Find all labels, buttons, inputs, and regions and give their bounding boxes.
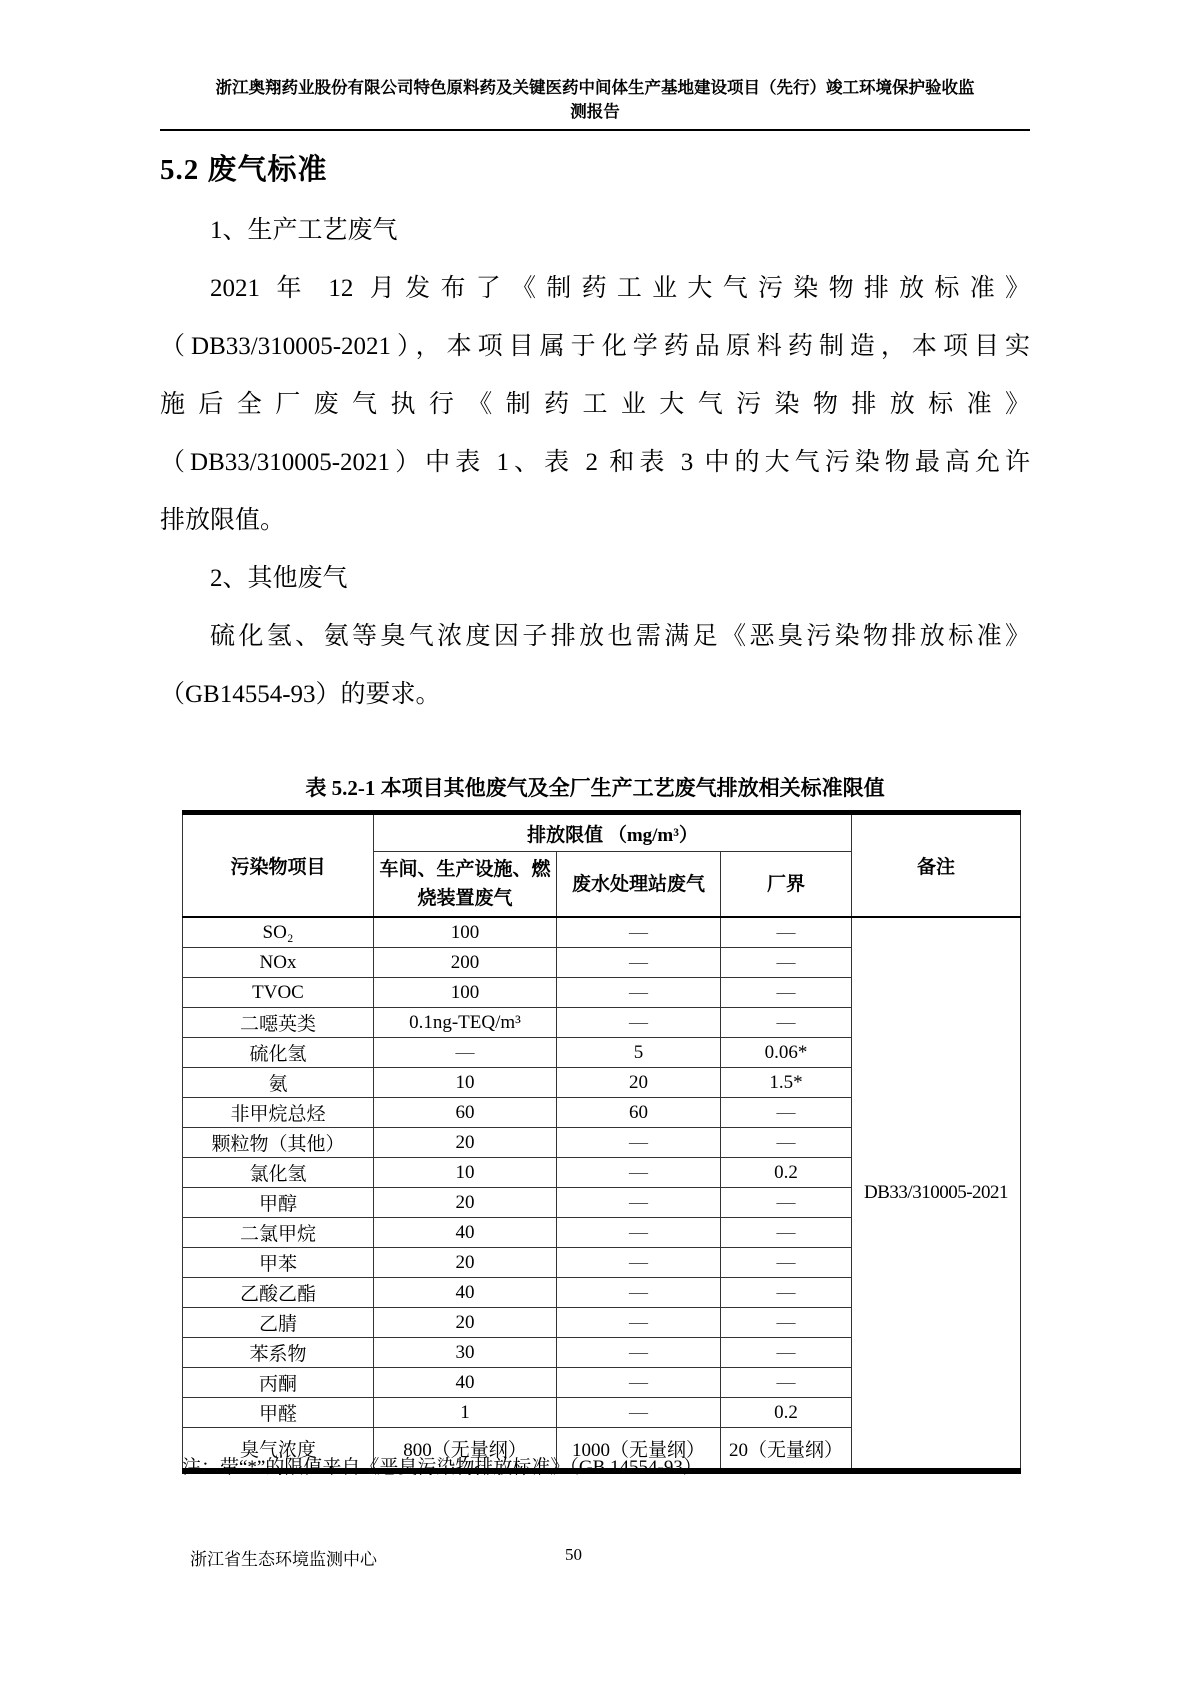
workshop-limit: 40 bbox=[374, 1278, 557, 1308]
workshop-limit: 200 bbox=[374, 948, 557, 978]
pollutant-name: 硫化氢 bbox=[183, 1038, 374, 1068]
workshop-limit: 1 bbox=[374, 1398, 557, 1428]
pollutant-name: 甲醇 bbox=[183, 1188, 374, 1218]
wastewater-limit: — bbox=[557, 1158, 721, 1188]
wastewater-limit: — bbox=[557, 1248, 721, 1278]
paragraph-line: 1、生产工艺废气 bbox=[210, 217, 398, 244]
pollutant-name: 苯系物 bbox=[183, 1338, 374, 1368]
pollutant-name: 氨 bbox=[183, 1068, 374, 1098]
wastewater-limit: — bbox=[557, 978, 721, 1008]
page-number: 50 bbox=[565, 1545, 582, 1564]
workshop-limit: 20 bbox=[374, 1128, 557, 1158]
workshop-limit: 100 bbox=[374, 978, 557, 1008]
paragraph-line: （DB33/310005-2021）中表 1、表 2 和表 3 中的大气污染物最高允许 bbox=[160, 449, 1030, 476]
boundary-limit: 1.5* bbox=[721, 1068, 852, 1098]
workshop-limit: 0.1ng-TEQ/m³ bbox=[374, 1008, 557, 1038]
wastewater-limit: — bbox=[557, 948, 721, 978]
wastewater-limit: — bbox=[557, 1218, 721, 1248]
wastewater-limit: 5 bbox=[557, 1038, 721, 1068]
boundary-limit: — bbox=[721, 1248, 852, 1278]
workshop-limit: 100 bbox=[374, 917, 557, 948]
boundary-limit: — bbox=[721, 978, 852, 1008]
boundary-limit: 0.06* bbox=[721, 1038, 852, 1068]
section-heading: 5.2 废气标准 bbox=[160, 154, 328, 186]
wastewater-limit: — bbox=[557, 1278, 721, 1308]
paragraph-line: 硫化氢、氨等臭气浓度因子排放也需满足《恶臭污染物排放标准》 bbox=[210, 623, 1030, 650]
wastewater-column-header: 废水处理站废气 bbox=[557, 852, 721, 918]
wastewater-limit: — bbox=[557, 1128, 721, 1158]
pollutant-name: 二噁英类 bbox=[183, 1008, 374, 1038]
paragraph-line: 施后全厂废气执行《制药工业大气污染物排放标准》 bbox=[160, 391, 1030, 418]
wastewater-limit: — bbox=[557, 1338, 721, 1368]
boundary-limit: — bbox=[721, 1128, 852, 1158]
pollutant-name: 乙酸乙酯 bbox=[183, 1278, 374, 1308]
workshop-limit: 800（无量纲） bbox=[374, 1428, 557, 1472]
table-note: 注：带“*”的限值来自《恶臭污染物排放标准》（GB 14554-93） bbox=[182, 1457, 702, 1478]
pollutant-name: TVOC bbox=[183, 978, 374, 1008]
workshop-limit: 10 bbox=[374, 1068, 557, 1098]
header-title-line1: 浙江奥翔药业股份有限公司特色原料药及关键医药中间体生产基地建设项目（先行）竣工环境保护验收监 bbox=[215, 78, 975, 97]
limits-table bbox=[182, 810, 1021, 1474]
wastewater-limit: — bbox=[557, 1398, 721, 1428]
paragraph-line: （DB33/310005-2021），本项目属于化学药品原料药制造，本项目实 bbox=[160, 333, 1030, 360]
table-title: 表 5.2-1 本项目其他废气及全厂生产工艺废气排放相关标准限值 bbox=[305, 776, 885, 800]
pollutant-name: 甲苯 bbox=[183, 1248, 374, 1278]
pollutant-name: 乙腈 bbox=[183, 1308, 374, 1338]
pollutant-name: NOx bbox=[183, 948, 374, 978]
emission-limit-group-header: 排放限值 （mg/m³） bbox=[374, 813, 852, 852]
wastewater-limit: — bbox=[557, 917, 721, 948]
boundary-limit: — bbox=[721, 1278, 852, 1308]
wastewater-limit: — bbox=[557, 1368, 721, 1398]
pollutant-name: SO₂ bbox=[183, 917, 374, 948]
boundary-limit: — bbox=[721, 1188, 852, 1218]
pollutant-name: 氯化氢 bbox=[183, 1158, 374, 1188]
pollutant-name: 甲醛 bbox=[183, 1398, 374, 1428]
limits-table-body bbox=[183, 917, 1021, 1471]
workshop-limit: 40 bbox=[374, 1368, 557, 1398]
boundary-limit: — bbox=[721, 948, 852, 978]
workshop-limit: 60 bbox=[374, 1098, 557, 1128]
workshop-limit: 10 bbox=[374, 1158, 557, 1188]
table-row bbox=[183, 917, 1021, 948]
body-paragraphs bbox=[160, 202, 1030, 724]
paragraph-line: （GB14554-93）的要求。 bbox=[160, 681, 441, 708]
pollutant-name: 颗粒物（其他） bbox=[183, 1128, 374, 1158]
boundary-limit: — bbox=[721, 1338, 852, 1368]
workshop-limit: 20 bbox=[374, 1248, 557, 1278]
workshop-limit: 30 bbox=[374, 1338, 557, 1368]
remark-value: DB33/310005-2021 bbox=[852, 917, 1021, 1471]
boundary-limit: 0.2 bbox=[721, 1398, 852, 1428]
boundary-limit: — bbox=[721, 1368, 852, 1398]
wastewater-limit: 1000（无量纲） bbox=[557, 1428, 721, 1472]
boundary-limit: 0.2 bbox=[721, 1158, 852, 1188]
boundary-limit: — bbox=[721, 1098, 852, 1128]
boundary-limit: — bbox=[721, 917, 852, 948]
table-header-row-1 bbox=[183, 813, 1021, 852]
pollutant-name: 非甲烷总烃 bbox=[183, 1098, 374, 1128]
limits-table-wrap bbox=[160, 810, 1030, 1474]
header-title-line2: 测报告 bbox=[570, 102, 620, 121]
footer-org: 浙江省生态环境监测中心 bbox=[190, 1550, 377, 1569]
workshop-limit: 40 bbox=[374, 1218, 557, 1248]
pollutant-name: 臭气浓度 bbox=[183, 1428, 374, 1472]
page-header bbox=[160, 76, 1030, 131]
workshop-limit: 20 bbox=[374, 1188, 557, 1218]
wastewater-limit: — bbox=[557, 1188, 721, 1218]
workshop-limit: 20 bbox=[374, 1308, 557, 1338]
pollutant-name: 丙酮 bbox=[183, 1368, 374, 1398]
wastewater-limit: 60 bbox=[557, 1098, 721, 1128]
workshop-limit: — bbox=[374, 1038, 557, 1068]
paragraph-line: 2021 年 12 月发布了《制药工业大气污染物排放标准》 bbox=[210, 275, 1030, 302]
wastewater-limit: — bbox=[557, 1308, 721, 1338]
boundary-column-header: 厂界 bbox=[721, 852, 852, 918]
workshop-column-header: 车间、生产设施、燃烧装置废气 bbox=[374, 852, 557, 918]
boundary-limit: — bbox=[721, 1218, 852, 1248]
wastewater-limit: 20 bbox=[557, 1068, 721, 1098]
boundary-limit: — bbox=[721, 1008, 852, 1038]
boundary-limit: — bbox=[721, 1308, 852, 1338]
pollutant-column-header: 污染物项目 bbox=[183, 813, 374, 918]
remark-column-header: 备注 bbox=[852, 813, 1021, 918]
paragraph-line: 2、其他废气 bbox=[210, 565, 348, 592]
boundary-limit: 20（无量纲） bbox=[721, 1428, 852, 1472]
pollutant-name: 二氯甲烷 bbox=[183, 1218, 374, 1248]
wastewater-limit: — bbox=[557, 1008, 721, 1038]
paragraph-line: 排放限值。 bbox=[160, 507, 286, 534]
